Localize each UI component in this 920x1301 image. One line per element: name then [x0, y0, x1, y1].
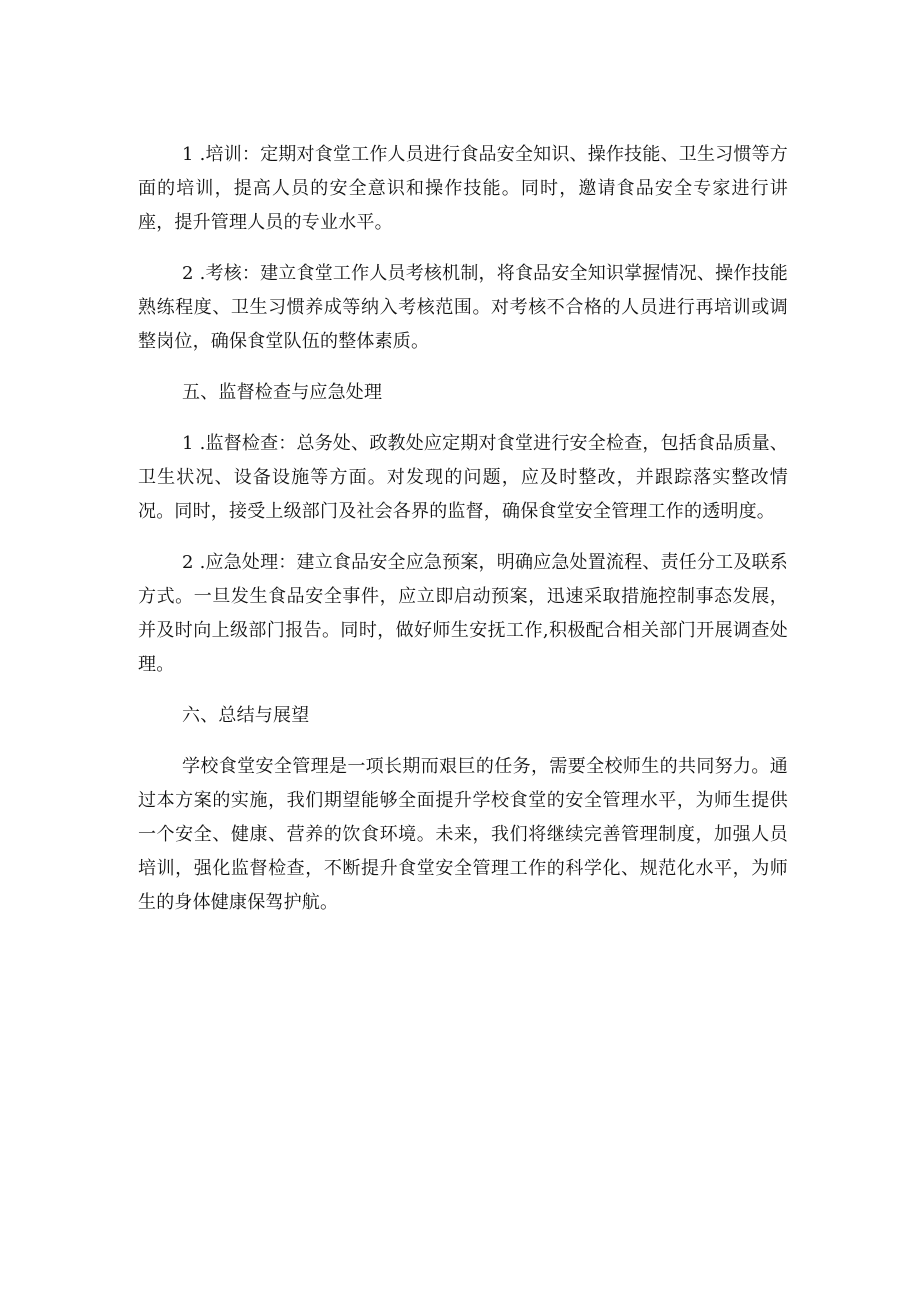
paragraph-training: 1 .培训：定期对食堂工作人员进行食品安全知识、操作技能、卫生习惯等方面的培训，提高人员的安全意识和操作技能。同时，邀请食品安全专家进行讲座，提升管理人员的专业水平。 — [138, 144, 788, 233]
paragraph-supervision-check: 1 .监督检查：总务处、政教处应定期对食堂进行安全检查，包括食品质量、卫生状况、设备设施等方面。对发现的问题，应及时整改，并跟踪落实整改情况。同时，接受上级部门及社会各界的监督，确保食堂安全管理工作的透明度。 — [138, 433, 788, 522]
section-heading-supervision: 五、监督检查与应急处理 — [182, 382, 383, 403]
paragraph-assessment: 2 .考核：建立食堂工作人员考核机制，将食品安全知识掌握情况、操作技能熟练程度、卫生习惯养成等纳入考核范围。对考核不合格的人员进行再培训或调整岗位，确保食堂队伍的整体素质。 — [138, 263, 788, 352]
document-body — [138, 138, 788, 920]
paragraph-summary: 学校食堂安全管理是一项长期而艰巨的任务，需要全校师生的共同努力。通过本方案的实施，我们期望能够全面提升学校食堂的安全管理水平，为师生提供一个安全、健康、营养的饮食环境。未来，我们将继续完善管理制度，加强人员培训，强化监督检查，不断提升食堂安全管理工作的科学化、规范化水平，为师生的身体健康保驾护航。 — [138, 756, 788, 913]
section-heading-summary: 六、总结与展望 — [182, 705, 310, 726]
paragraph-emergency-handling: 2 .应急处理：建立食品安全应急预案，明确应急处置流程、责任分工及联系方式。一旦发生食品安全事件，应立即启动预案，迅速采取措施控制事态发展，并及时向上级部门报告。同时，做好师生安抚工作,积极配合相关部门开展调查处理。 — [138, 552, 788, 675]
